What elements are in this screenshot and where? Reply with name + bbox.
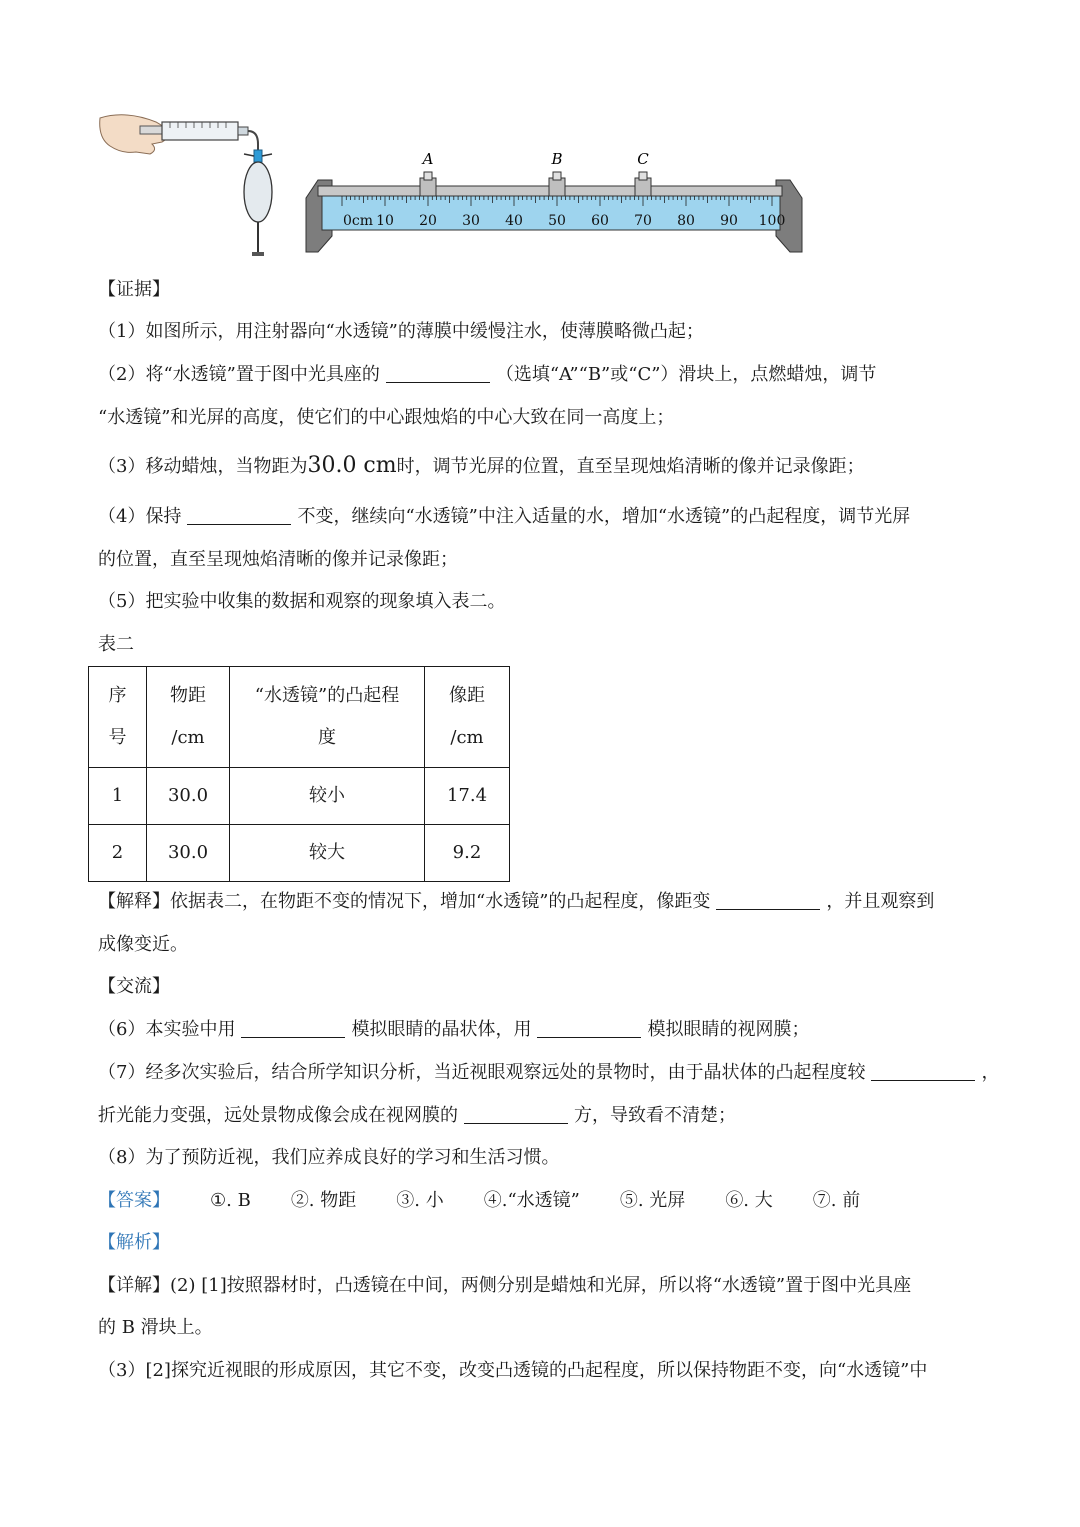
step-7-text-d: 方，导致看不清楚； — [574, 1105, 736, 1126]
slider-c — [635, 178, 651, 196]
step-7-text-a: （7）经多次实验后，结合所学知识分析，当近视眼观察远处的景物时，由于晶状体的凸起程度较 — [98, 1062, 866, 1083]
cell-index: 2 — [89, 825, 147, 882]
step-7 — [98, 1061, 998, 1085]
interpretation-text-b: ，并且观察到 — [826, 891, 935, 912]
answer-blank-3[interactable] — [716, 891, 820, 910]
scale-label: 10 — [376, 213, 394, 229]
answer-item: ②. 物距 — [290, 1190, 357, 1211]
step-7-text-c: 折光能力变强，远处景物成像会成在视网膜的 — [98, 1105, 458, 1126]
optical-bench — [306, 150, 802, 252]
step-2-text-a: （2）将“水透镜”置于图中光具座的 — [98, 364, 380, 385]
step-4-text-b: 不变，继续向“水透镜”中注入适量的水，增加“水透镜”的凸起程度，调节光屏 — [297, 506, 911, 527]
step-3-text-a: （3）移动蜡烛，当物距为 — [98, 456, 308, 477]
cell-object-distance: 30.0 — [147, 768, 230, 825]
answer-blank-6[interactable] — [871, 1062, 975, 1081]
answer-blank-2[interactable] — [187, 506, 291, 525]
evidence-heading: 【证据】 — [98, 279, 170, 300]
scale-label: 60 — [591, 213, 609, 229]
answer-item: ③. 小 — [396, 1190, 444, 1211]
step-7-text-b: ， — [981, 1062, 1000, 1083]
step-4 — [98, 505, 998, 529]
table-header-row — [89, 667, 510, 768]
scale-label: 40 — [505, 213, 523, 229]
step-8: （8）为了预防近视，我们应养成良好的学习和生活习惯。 — [98, 1147, 560, 1168]
scale-label: 20 — [419, 213, 437, 229]
scale-label: 50 — [548, 213, 566, 229]
step-5: （5）把实验中收集的数据和观察的现象填入表二。 — [98, 591, 506, 612]
step-6-text-a: （6）本实验中用 — [98, 1019, 236, 1040]
answer-item: ⑤. 光屏 — [619, 1190, 686, 1211]
object-distance-value: 30.0 cm — [307, 453, 397, 478]
cell-object-distance: 30.0 — [147, 825, 230, 882]
interpretation-cont: 成像变近。 — [98, 934, 188, 955]
interpretation — [98, 890, 998, 914]
step-6-text-b: 模拟眼睛的晶状体，用 — [351, 1019, 532, 1040]
answer-blank-7[interactable] — [464, 1105, 568, 1124]
slider-a — [420, 178, 436, 196]
experiment-figure — [96, 108, 816, 260]
cell-bulge-degree: 较大 — [230, 825, 425, 882]
slider-knob — [424, 172, 432, 180]
slider-knob — [639, 172, 647, 180]
analysis-heading: 【解析】 — [98, 1232, 170, 1253]
scale-label: 0cm — [342, 213, 374, 229]
slider-b — [549, 178, 565, 196]
step-2-cont: “水透镜”和光屏的高度，使它们的中心跟烛焰的中心大致在同一高度上； — [98, 407, 675, 428]
slider-knob — [553, 172, 561, 180]
slider-label: A — [422, 150, 434, 168]
answer-item: ⑦. 前 — [812, 1190, 861, 1211]
answer-item: ⑥. 大 — [725, 1190, 773, 1211]
scale-label: 100 — [758, 213, 786, 229]
step-3 — [98, 454, 998, 479]
table-row — [89, 768, 510, 825]
answer-heading: 【答案】 — [98, 1190, 170, 1211]
detail-line-2: 的 B 滑块上。 — [98, 1317, 213, 1338]
step-2-text-b: （选填“A”“B”或“C”）滑块上，点燃蜡烛，调节 — [495, 364, 877, 385]
scale-label: 30 — [462, 213, 480, 229]
answer-line — [98, 1189, 998, 1213]
step-1: （1）如图所示，用注射器向“水透镜”的薄膜中缓慢注水，使薄膜略微凸起； — [98, 321, 704, 342]
interpretation-text-a: 【解释】依据表二，在物距不变的情况下，增加“水透镜”的凸起程度，像距变 — [98, 891, 711, 912]
header-object-distance: 物距 /cm — [147, 667, 230, 768]
answer-item: ①. B — [210, 1190, 251, 1211]
answer-blank-1[interactable] — [386, 364, 490, 383]
step-4-text-a: （4）保持 — [98, 506, 182, 527]
scale-label: 90 — [720, 213, 738, 229]
step-6 — [98, 1018, 998, 1042]
table-row — [89, 825, 510, 882]
detail-line-3: （3）[2]探究近视眼的形成原因，其它不变，改变凸透镜的凸起程度，所以保持物距不变，向“水透镜”中 — [98, 1360, 928, 1381]
answer-blank-5[interactable] — [537, 1019, 641, 1038]
step-6-text-c: 模拟眼睛的视网膜； — [647, 1019, 810, 1040]
cell-bulge-degree: 较小 — [230, 768, 425, 825]
answer-item: ④.“水透镜” — [483, 1190, 580, 1211]
scale-label: 80 — [677, 213, 695, 229]
step-2 — [98, 363, 998, 387]
slider-label: C — [637, 150, 649, 168]
header-bulge-degree: “水透镜”的凸起程 度 — [230, 667, 425, 768]
exchange-heading: 【交流】 — [98, 976, 170, 997]
answer-blank-4[interactable] — [241, 1019, 345, 1038]
step-4-cont: 的位置，直至呈现烛焰清晰的像并记录像距； — [98, 549, 458, 570]
step-3-text-c: 时，调节光屏的位置，直至呈现烛焰清晰的像并记录像距； — [396, 456, 865, 477]
scale-label: 70 — [634, 213, 652, 229]
cell-image-distance: 17.4 — [425, 768, 510, 825]
header-image-distance: 像距 /cm — [425, 667, 510, 768]
detail-line-1: 【详解】(2) [1]按照器材时，凸透镜在中间，两侧分别是蜡烛和光屏，所以将“水透镜”置于图中光具座 — [98, 1275, 912, 1296]
data-table — [88, 666, 510, 882]
water-lens-illustration — [244, 162, 272, 256]
step-7-cont — [98, 1104, 998, 1128]
slider-label: B — [551, 150, 563, 168]
cell-image-distance: 9.2 — [425, 825, 510, 882]
header-index: 序 号 — [89, 667, 147, 768]
cell-index: 1 — [89, 768, 147, 825]
table-title: 表二 — [98, 634, 134, 655]
